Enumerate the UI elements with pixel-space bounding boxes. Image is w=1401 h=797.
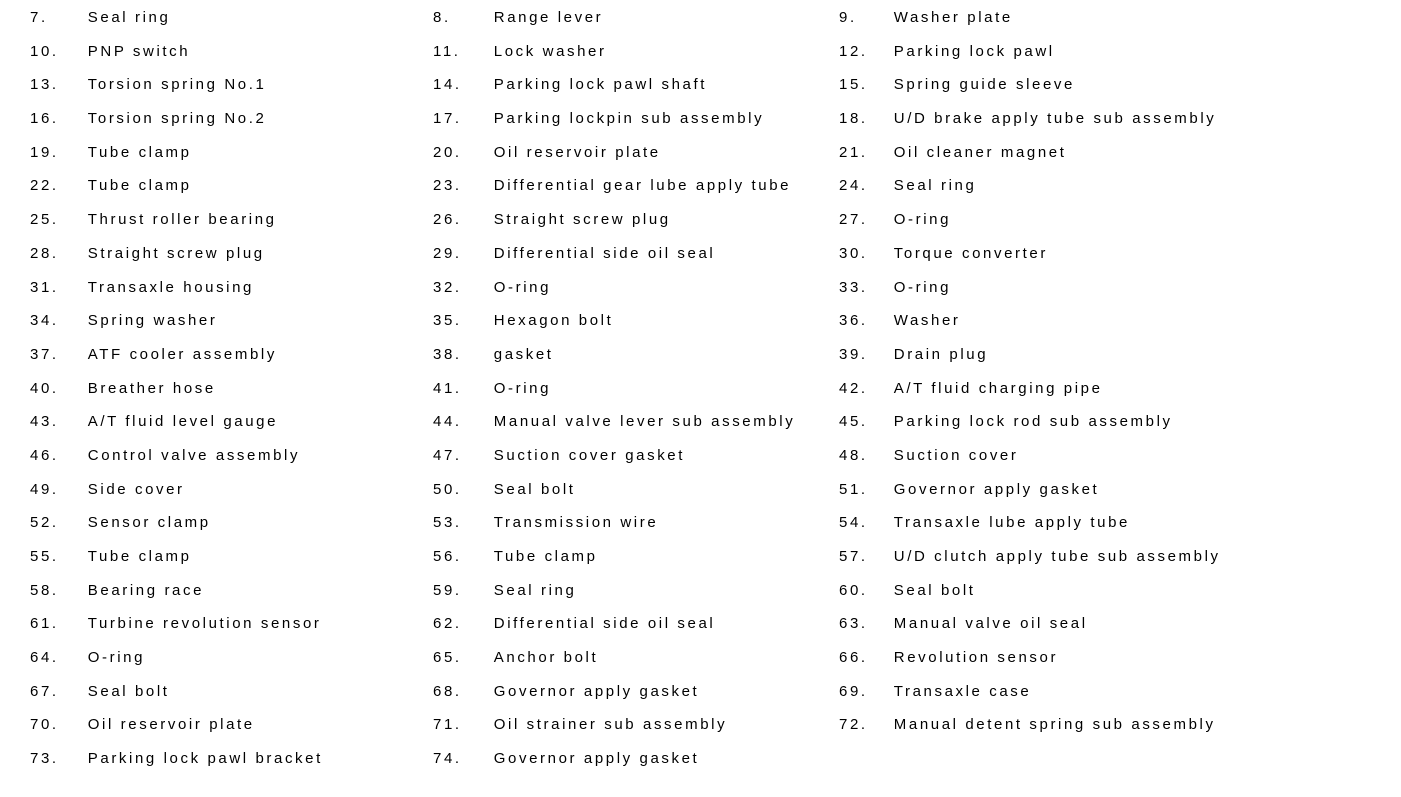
part-row [30, 203, 323, 237]
part-name: Parking lock pawl [893, 42, 1055, 60]
part-name: Differential gear lube apply tube [493, 177, 792, 195]
part-row [30, 237, 323, 271]
part-name: Tube clamp [87, 143, 192, 161]
part-number: 60. [839, 581, 868, 599]
part-number: 14. [433, 76, 462, 94]
part-number: 32. [433, 278, 462, 296]
part-number: 15. [839, 76, 868, 94]
part-name: Transmission wire [493, 514, 659, 532]
part-number: 26. [433, 211, 462, 229]
part-name: Thrust roller bearing [87, 211, 277, 229]
part-row [30, 742, 323, 776]
part-name: Straight screw plug [87, 244, 265, 262]
part-name: Tube clamp [87, 177, 192, 195]
part-name: gasket [493, 345, 554, 363]
part-name: Breather hose [87, 379, 216, 397]
part-number: 19. [30, 143, 59, 161]
part-row [839, 372, 1221, 406]
part-name: Washer [893, 312, 961, 330]
part-row [30, 1, 323, 35]
part-row [30, 574, 323, 608]
part-name: Suction cover gasket [493, 446, 686, 464]
part-name: Oil reservoir plate [493, 143, 661, 161]
part-number: 22. [30, 177, 59, 195]
part-row [839, 35, 1221, 69]
part-row [30, 540, 323, 574]
part-row [30, 405, 323, 439]
part-name: Seal bolt [893, 581, 976, 599]
part-name: Seal ring [493, 581, 577, 599]
part-row [30, 169, 323, 203]
part-name: Anchor bolt [493, 649, 599, 667]
part-number: 65. [433, 649, 462, 667]
part-name: Parking lock pawl shaft [493, 76, 707, 94]
part-name: Tube clamp [493, 548, 598, 565]
part-number: 25. [30, 211, 59, 229]
part-row [433, 607, 795, 641]
part-row [839, 607, 1221, 641]
part-name: Oil cleaner magnet [893, 143, 1067, 161]
part-row [433, 506, 795, 540]
part-name: O-ring [893, 211, 952, 229]
part-number: 46. [30, 446, 59, 464]
part-row [433, 304, 795, 338]
part-name: Governor apply gasket [493, 750, 700, 768]
part-row [839, 203, 1221, 237]
part-row [30, 607, 323, 641]
part-number: 48. [839, 446, 868, 464]
part-number: 53. [433, 514, 462, 532]
part-number: 37. [30, 345, 59, 363]
part-number: 30. [839, 244, 868, 262]
part-name: Spring guide sleeve [893, 76, 1075, 94]
part-name: Parking lock rod sub assembly [893, 413, 1173, 431]
part-number: 51. [839, 480, 868, 498]
part-row [839, 1, 1221, 35]
part-number: 10. [30, 42, 59, 60]
parts-column-3 [839, 1, 1221, 742]
part-row [433, 641, 795, 675]
part-name: Torsion spring No.2 [87, 110, 267, 128]
part-row [433, 473, 795, 507]
part-name: Suction cover [893, 446, 1019, 464]
part-row [839, 506, 1221, 540]
part-number: 57. [839, 548, 868, 565]
part-number: 50. [433, 480, 462, 498]
part-name: Governor apply gasket [893, 480, 1100, 498]
part-name: Control valve assembly [87, 446, 301, 464]
part-row [30, 372, 323, 406]
part-name: O-ring [493, 278, 552, 296]
part-row [839, 540, 1221, 574]
part-name: ATF cooler assembly [87, 345, 277, 363]
part-row [30, 675, 323, 709]
part-row [433, 102, 795, 136]
part-row [30, 641, 323, 675]
part-row [30, 708, 323, 742]
part-number: 13. [30, 76, 59, 94]
part-row [839, 271, 1221, 305]
part-row [839, 708, 1221, 742]
parts-column-2 [433, 1, 795, 776]
part-row [433, 338, 795, 372]
part-number: 28. [30, 244, 59, 262]
part-number: 20. [433, 143, 462, 161]
part-row [30, 271, 323, 305]
part-name: Governor apply gasket [493, 682, 700, 700]
part-number: 64. [30, 649, 59, 667]
part-number: 12. [839, 42, 868, 60]
part-row [433, 675, 795, 709]
part-name: Differential side oil seal [493, 615, 716, 633]
part-row [433, 35, 795, 69]
part-name: U/D brake apply tube sub assembly [893, 110, 1217, 128]
part-number: 33. [839, 278, 868, 296]
part-row [839, 68, 1221, 102]
part-row [433, 742, 795, 776]
part-name: O-ring [493, 379, 552, 397]
part-row [30, 35, 323, 69]
part-name: Tube clamp [87, 548, 192, 565]
part-number: 49. [30, 480, 59, 498]
part-number: 67. [30, 682, 59, 700]
part-number: 63. [839, 615, 868, 633]
part-number: 45. [839, 413, 868, 431]
part-number: 68. [433, 682, 462, 700]
part-name: Oil reservoir plate [87, 716, 255, 734]
part-row [839, 405, 1221, 439]
part-row [839, 675, 1221, 709]
part-row [433, 1, 795, 35]
part-row [433, 271, 795, 305]
part-name: Turbine revolution sensor [87, 615, 322, 633]
part-row [30, 338, 323, 372]
part-name: Seal bolt [493, 480, 576, 498]
part-row [839, 641, 1221, 675]
part-number: 17. [433, 110, 462, 128]
part-name: Oil strainer sub assembly [493, 716, 728, 734]
part-number: 8. [433, 9, 451, 26]
part-row [839, 473, 1221, 507]
part-number: 41. [433, 379, 462, 397]
part-name: Seal bolt [87, 682, 170, 700]
part-number: 40. [30, 379, 59, 397]
part-name: Differential side oil seal [493, 244, 716, 262]
part-number: 27. [839, 211, 868, 229]
part-row [30, 304, 323, 338]
part-row [839, 304, 1221, 338]
part-number: 21. [839, 143, 868, 161]
part-row [30, 102, 323, 136]
part-number: 71. [433, 716, 462, 734]
part-name: Lock washer [493, 42, 607, 60]
part-number: 56. [433, 548, 462, 565]
part-name: PNP switch [87, 42, 191, 60]
part-number: 38. [433, 345, 462, 363]
part-name: Torque converter [893, 244, 1048, 262]
part-name: Range lever [493, 9, 604, 26]
part-number: 66. [839, 649, 868, 667]
part-row [839, 574, 1221, 608]
part-number: 35. [433, 312, 462, 330]
part-name: Drain plug [893, 345, 989, 363]
part-name: Washer plate [893, 9, 1013, 26]
part-number: 47. [433, 446, 462, 464]
part-name: Parking lockpin sub assembly [493, 110, 765, 128]
part-number: 55. [30, 548, 59, 565]
part-name: Straight screw plug [493, 211, 671, 229]
part-number: 31. [30, 278, 59, 296]
part-name: U/D clutch apply tube sub assembly [893, 548, 1221, 565]
part-number: 42. [839, 379, 868, 397]
part-row [433, 439, 795, 473]
part-row [433, 405, 795, 439]
part-number: 29. [433, 244, 462, 262]
part-row [839, 169, 1221, 203]
part-number: 62. [433, 615, 462, 633]
part-name: Transaxle housing [87, 278, 254, 296]
part-number: 74. [433, 750, 462, 768]
part-number: 72. [839, 716, 868, 734]
part-number: 73. [30, 750, 59, 768]
part-row [839, 439, 1221, 473]
part-row [839, 136, 1221, 170]
part-name: O-ring [87, 649, 146, 667]
part-number: 59. [433, 581, 462, 599]
part-name: Hexagon bolt [493, 312, 614, 330]
part-name: Manual valve lever sub assembly [493, 413, 796, 431]
part-number: 34. [30, 312, 59, 330]
part-name: Parking lock pawl bracket [87, 750, 323, 768]
part-name: Manual detent spring sub assembly [893, 716, 1216, 734]
part-number: 24. [839, 177, 868, 195]
part-number: 7. [30, 9, 48, 26]
part-number: 44. [433, 413, 462, 431]
part-number: 39. [839, 345, 868, 363]
part-number: 61. [30, 615, 59, 633]
part-row [30, 439, 323, 473]
part-row [30, 473, 323, 507]
part-number: 18. [839, 110, 868, 128]
part-row [433, 237, 795, 271]
part-name: Revolution sensor [893, 649, 1059, 667]
part-row [433, 203, 795, 237]
part-number: 11. [433, 42, 461, 60]
part-row [433, 136, 795, 170]
part-number: 16. [30, 110, 59, 128]
part-name: Transaxle lube apply tube [893, 514, 1130, 532]
part-name: A/T fluid level gauge [87, 413, 279, 431]
part-number: 43. [30, 413, 59, 431]
part-row [433, 372, 795, 406]
part-name: Seal ring [893, 177, 977, 195]
part-row [433, 708, 795, 742]
part-number: 36. [839, 312, 868, 330]
part-name: O-ring [893, 278, 952, 296]
part-name: Manual valve oil seal [893, 615, 1088, 633]
part-row [30, 68, 323, 102]
part-row [433, 540, 795, 574]
part-name: Sensor clamp [87, 514, 211, 532]
part-row [839, 338, 1221, 372]
part-number: 52. [30, 514, 59, 532]
part-name: Seal ring [87, 9, 171, 26]
part-row [433, 68, 795, 102]
part-number: 69. [839, 682, 868, 700]
part-name: Torsion spring No.1 [87, 76, 267, 94]
part-row [30, 136, 323, 170]
part-row [839, 237, 1221, 271]
part-name: Bearing race [87, 581, 205, 599]
part-name: Side cover [87, 480, 185, 498]
part-row [839, 102, 1221, 136]
part-row [433, 574, 795, 608]
parts-column-1 [30, 1, 323, 776]
part-number: 54. [839, 514, 868, 532]
part-row [433, 169, 795, 203]
part-number: 58. [30, 581, 59, 599]
part-number: 70. [30, 716, 59, 734]
part-row [30, 506, 323, 540]
part-name: A/T fluid charging pipe [893, 379, 1103, 397]
part-number: 23. [433, 177, 462, 195]
part-number: 9. [839, 9, 857, 26]
part-name: Transaxle case [893, 682, 1032, 700]
part-name: Spring washer [87, 312, 218, 330]
